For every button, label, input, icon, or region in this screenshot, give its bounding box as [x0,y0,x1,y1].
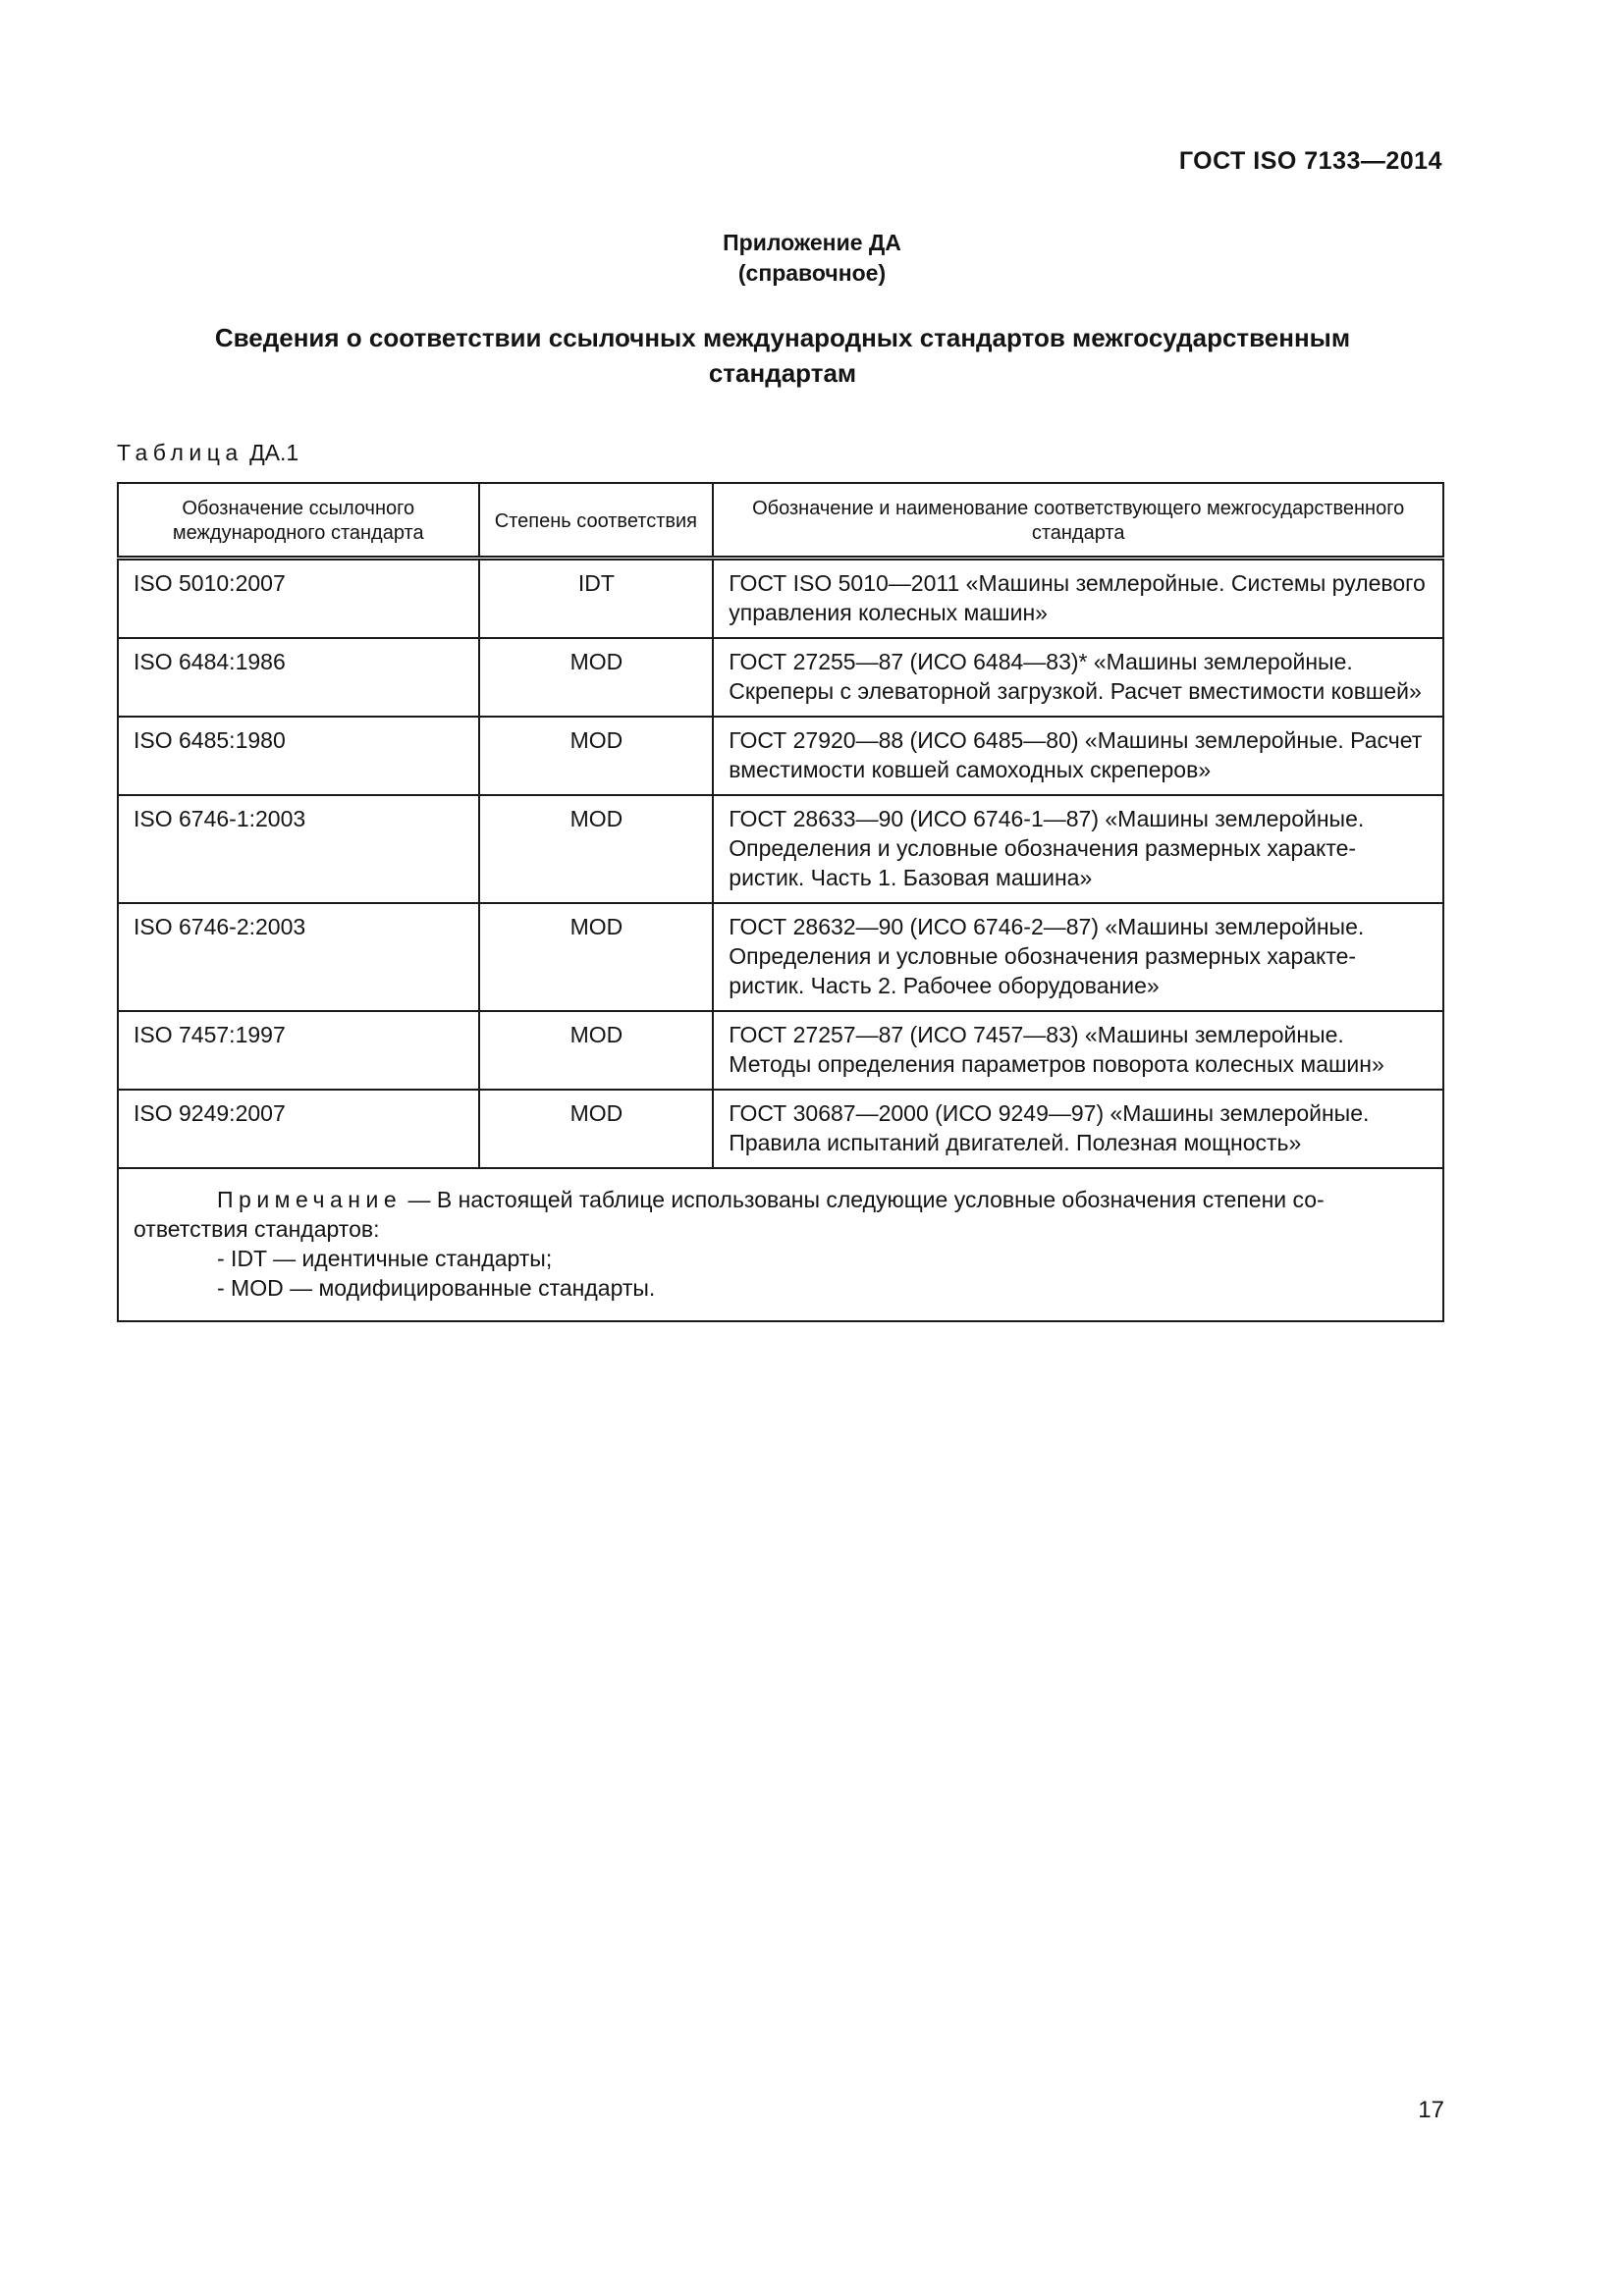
cell-degree: MOD [479,903,714,1011]
cell-degree: MOD [479,795,714,903]
table-note [118,1168,1443,1321]
cell-degree: MOD [479,1090,714,1168]
header-degree: Степень соответствия [479,483,714,559]
table-row [118,1090,1443,1168]
cell-degree: MOD [479,717,714,795]
cell-reference: ISO 6485:1980 [118,717,479,795]
table-row [118,717,1443,795]
cell-reference: ISO 9249:2007 [118,1090,479,1168]
appendix-subtitle: (справочное) [737,260,887,286]
appendix-title: Приложение ДА [723,230,901,255]
cell-reference: ISO 6746-2:2003 [118,903,479,1011]
cell-gost: ГОСТ 27257—87 (ИСО 7457—83) «Машины землеройные. Методы определения параметров поворота колесных машин» [713,1011,1443,1090]
note-label: Примечание [217,1187,403,1212]
table-row [118,638,1443,717]
cell-reference: ISO 7457:1997 [118,1011,479,1090]
note-item-idt: - IDT — идентичные стандарты; [217,1246,553,1271]
table-caption-label: Таблица [117,440,244,465]
cell-gost: ГОСТ 27255—87 (ИСО 6484—83)* «Машины землеройные. Скреперы с элеваторной загрузкой. Расчет вместимости ковшей» [713,638,1443,717]
table-row [118,795,1443,903]
cell-reference: ISO 6484:1986 [118,638,479,717]
header-interstate-standard: Обозначение и наименование соответствующего межгосударственного стандарта [713,483,1443,559]
cell-gost: ГОСТ 28632—90 (ИСО 6746-2—87) «Машины землеройные. Определения и условные обозначения размерных характе-ристик. Часть 2. Рабочее оборудование» [713,903,1443,1011]
table-caption-number: ДА.1 [249,440,299,465]
section-title: Сведения о соответствии ссылочных международных стандартов межгосударственным стандартам [214,323,1351,388]
table-row [118,559,1443,639]
table-row [118,903,1443,1011]
cell-gost: ГОСТ 28633—90 (ИСО 6746-1—87) «Машины землеройные. Определения и условные обозначения размерных характе-ристик. Часть 1. Базовая машина» [713,795,1443,903]
cell-gost: ГОСТ 27920—88 (ИСО 6485—80) «Машины землеройные. Расчет вместимости ковшей самоходных скреперов» [713,717,1443,795]
cell-reference: ISO 5010:2007 [118,559,479,639]
header-reference-standard: Обозначение ссылочного международного стандарта [118,483,479,559]
correspondence-table [117,482,1444,1322]
note-text: — В настоящей таблице использованы следующие условные обозначения степени со-ответствия стандартов: [134,1187,1325,1242]
table-caption [117,440,298,466]
note-item-mod: - MOD — модифицированные стандарты. [217,1275,656,1301]
cell-degree: MOD [479,638,714,717]
page-number: 17 [1418,2097,1444,2123]
cell-degree: IDT [479,559,714,639]
cell-degree: MOD [479,1011,714,1090]
cell-gost: ГОСТ 30687—2000 (ИСО 9249—97) «Машины землеройные. Правила испытаний двигателей. Полезная мощность» [713,1090,1443,1168]
document-standard-id: ГОСТ ISO 7133—2014 [1178,147,1442,175]
cell-gost: ГОСТ ISO 5010—2011 «Машины землеройные. Системы рулевого управления колесных машин» [713,559,1443,639]
table-note-row [118,1168,1443,1321]
table-row [118,1011,1443,1090]
table-header-row [118,483,1443,559]
appendix-heading [0,228,1624,289]
cell-reference: ISO 6746-1:2003 [118,795,479,903]
